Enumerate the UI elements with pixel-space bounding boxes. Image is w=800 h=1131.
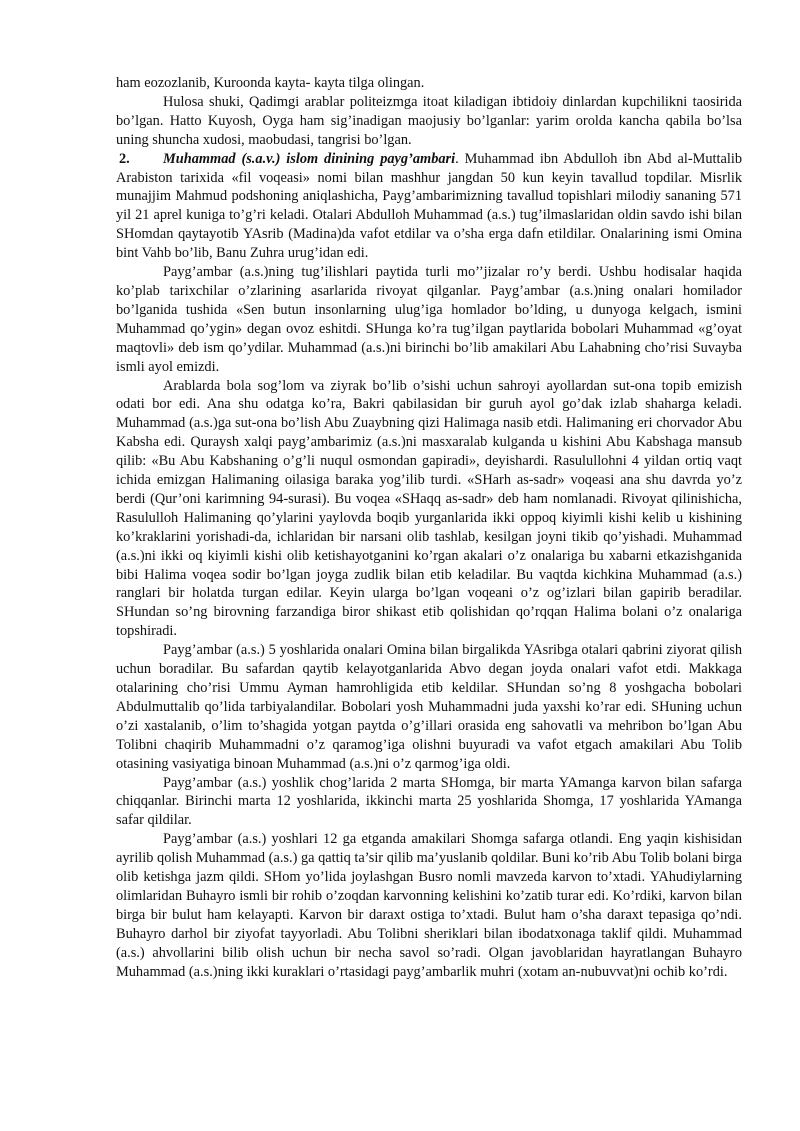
paragraph-continuation: ham eozozlanib, Kuroonda kayta- kayta tilga olingan.	[116, 75, 425, 91]
paragraph-summary: Hulosa shuki, Qadimgi arablar politeizmga itoat kiladigan ibtidoiy dinlardan kupchilikni taosirida bo’lgan. Hatto Kuyosh, Oyga ham sig’inadigan maojusiy bo’lganlar: yarim orolda kancha qabila bo’lsa uning shuncha xudosi, maobudasi, tangrisi bo’lgan.	[116, 93, 742, 148]
paragraph-buhayro: Payg’ambar (a.s.) yoshlari 12 ga etganda amakilari Shomga safarga otlandi. Eng yaqin kishisidan ayrilib qolish Muhammad (a.s.) ga qattiq ta’sir qilib ma’yuslanib qoldilar. Buni ko’rib Abu Tolib bolani birga olib ketishga jazm qildi. SHom yo’lida joylashgan Busro nomli mavzeda karvon to’xtadi. YAhudiylarning olimlaridan Buhayro ismli bir rohib o’zoqdan karvonning kelishini ko’zatib turar edi. Ko’rdiki, karvon bilan birga bir bulut ham kelayapti. Karvon bir daraxt ostiga to’xtadi. Bulut ham o’sha daraxt tepasiga qo’ndi. Buhayro darhol bir ziyofat tayyorladi. Abu Tolibni sheriklari bilan ibodatxonaga taklif qildi. Muhammad (a.s.) ahvollarini bilib olish uchun bir necha savol so’radi. Olgan javoblaridan hayratlangan Buhayro Muhammad (a.s.)ning ikki kuraklari o’rtasidagi payg’ambarlik muhri (xotam an-nubuvvat)ni ochib ko’rdi.	[116, 831, 742, 980]
section-number: 2.	[119, 150, 130, 167]
section-heading: Muhammad (s.a.v.) islom dinining payg’ambari	[163, 150, 456, 167]
paragraph-childhood: Payg’ambar (a.s.) 5 yoshlarida onalari Omina bilan birgalikda YAsribga otalari qabrini ziyorat qilish uchun boradilar. Bu safardan qaytib kelayotganlarida Abvo degan joyda onalari vafot etdi. Makkaga otalarining cho’risi Ummu Ayman hamrohligida etib keldilar. SHundan so’ng 8 yoshgacha bobolari Abdulmuttalib qo’lida tarbiyalandilar. Bobolari yosh Muhammadni juda yaxshi ko’rar edi. SHuning uchun o’zi xastalanib, o’lim to’shagida yotgan paytda o’g’illari orasida eng sahovatli va mehribon bo’lgan Abu Tolibni chaqirib Muhammadni o’z qaramog’iga olishni buyuradi va vafot etgach amakilari Abu Tolib otasining vasiyatiga binoan Muhammad (a.s.)ni o’z qarmog’iga oldi.	[116, 642, 742, 772]
section-text: . Muhammad ibn Abdulloh ibn Abd al-Muttalib Arabiston tarixida «fil voqeasi» nomi bilan mashhur jangdan 50 kun keyin tavallud topdilar. Misrlik munajjim Mahmud podshoning aniqlashicha, Payg’ambarimizning tavallud topishlari milodiy sananing 571 yil 21 aprel kuniga to’g’ri keladi. Otalari Abdulloh Muhammad (a.s.) tug’ilmaslaridan oldin savdo ishi bilan SHomdan qaytayotib YAsrib (Madina)da vafot etdilar va o’sha erga dafn etildilar. Onalarining ismi Omina bint Vahb bo’lib, Banu Zuhra urug’idan edi.	[116, 150, 742, 262]
paragraph-wet-nurse: Arablarda bola sog’lom va ziyrak bo’lib o’sishi uchun sahroyi ayollardan sut-ona topib emizish odati bor edi. Ana shu odatga ko’ra, Bakri qabilasidan bir guruh ayol go’dak izlab shaharga keladi. Muhammad (a.s.)ga sut-ona bo’lish Abu Zuaybning qizi Halimaga nasib etdi. Halimaning eri chorvador Abu Kabsha edi. Quraysh xalqi payg’ambarimiz (a.s.)ni masxaralab kulganda u kishini Abu Kabshaga mansub qilib: «Bu Abu Kabshaning o’g’li nuqul osmondan gapiradi», deyishardi. Rasulullohni 4 yildan ortiq vaqt ichida emizgan Halimaning oilasiga baraka yog’ilib turdi. «SHarh as-sadr» voqeasi ana shu davrda yo’z berdi (Qur’oni karimning 94-surasi). Bu voqea «SHaqq as-sadr» deb ham nomlanadi. Rivoyat qilinishicha, Rasululloh Halimaning qo’ylarini yaylovda boqib yurganlarida ikki oppoq kiyimli kishi kelib u kishining ko’kraklarini yorishadi-da, ichlaridan bir narsani olib tashlab, kesilgan joyni tikib qo’yishadi. Muhammad (a.s.)ni ikki oq kiyimli kishi olib ketishayotganini ko’rgan akalari o’z onalariga bu xabarni etkazishganida bibi Halima voqea sodir bo’lgan joyga zudlik bilan etib keladilar. Bu vaqtda kichkina Muhammad (a.s.) ranglari bir holatda turgan edilar. Keyin ularga bo’lgan voqeani o’z og’izlari bilan gapirib beradilar. SHundan so’ng birovning farzandiga biror shikast etib qolishidan qo’rqqan Halima bolani o’z onalariga topshiradi.	[116, 377, 742, 640]
section-paragraph	[116, 150, 742, 263]
paragraph-birth-miracles: Payg’ambar (a.s.)ning tug’ilishlari paytida turli mo’’jizalar ro’y berdi. Ushbu hodisalar haqida ko’plab tarixchilar o’zlarining asarlarida rivoyat qilganlar. Payg’ambar (a.s.)ning onalari homilador bo’lganida tushida «Sen butun insonlarning ulug’iga homlador bo’lding, u dunyoga kelgach, ismini Muhammad qo’ygin» degan ovoz eshitdi. SHunga ko’ra tug’ilgan paytlarida bobolari Muhammad «g’oyat maqtovli» deb ism qo’ydilar. Muhammad (a.s.)ni birinchi bo’lib amakilari Abu Lahabning cho’risi Suvayba ismli ayol emizdi.	[116, 264, 742, 375]
document-page	[116, 74, 742, 982]
paragraph-journeys: Payg’ambar (a.s.) yoshlik chog’larida 2 marta SHomga, bir marta YAmanga karvon bilan safarga chiqqanlar. Birinchi marta 12 yoshlarida, ikkinchi marta 25 yoshlarida Shomga, 17 yoshlarida YAmanga safar qildilar.	[116, 774, 742, 829]
